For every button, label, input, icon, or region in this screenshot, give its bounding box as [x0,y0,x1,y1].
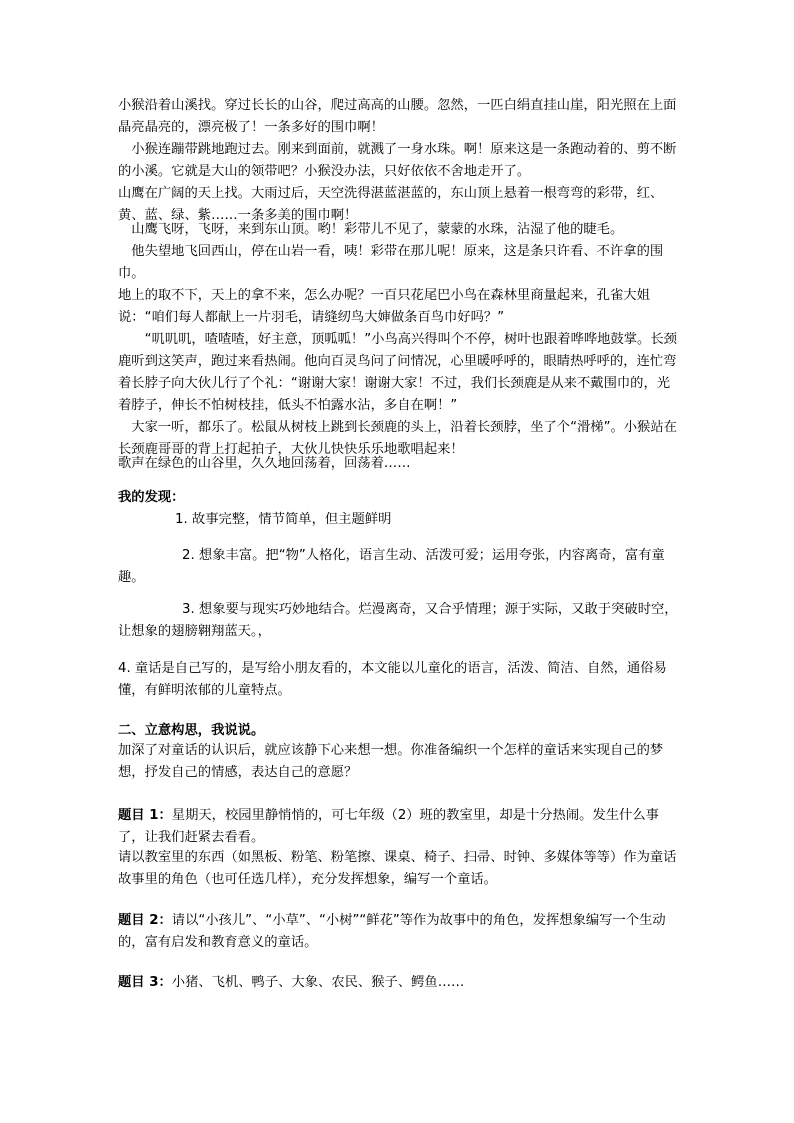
section-2-intro: 加深了对童话的认识后，就应该静下心来想一想。你准备编织一个怎样的童话来实现自己的梦想，抒发自己的情感，表达自己的意愿？ [118,743,664,780]
topic-2-label: 题目 2： [118,913,172,928]
discovery-heading: 我的发现： [118,490,185,505]
topic-1 [118,805,678,849]
topic-1-text: 星期天，校园里静悄悄的，可七年级（2）班的教室里，却是十分热闹。发生什么事了，让我们赶紧去看看。 [118,808,659,845]
discovery-item-4: 4. 童话是自己写的，是写给小朋友看的，本文能以儿童化的语言，活泼、简洁、自然，通俗易懂，有鲜明浓郁的儿童特点。 [118,661,667,698]
story-paragraph-8: 大家一听，都乐了。松鼠从树枝上跳到长颈鹿的头上，沿着长颈脖，坐了个“滑梯”。小猴站在长颈鹿哥哥的背上打起拍子，大伙儿快快乐乐地歌唱起来！ [118,420,677,457]
story-paragraph-5: 他失望地飞回西山，停在山岩一看，咦！彩带在那儿呢！原来，这是条只许看、不许拿的围巾。 [118,244,664,281]
topic-3-label: 题目 3： [118,975,172,990]
topic-1-extra: 请以教室里的东西（如黑板、粉笔、粉笔擦、课桌、椅子、扫帚、时钟、多媒体等等）作为童话故事里的角色（也可任选几样），充分发挥想象，编写一个童话。 [118,850,677,887]
story-paragraph-1: 小猴沿着山溪找。穿过长长的山谷，爬过高高的山腰。忽然，一匹白绢直挂山崖，阳光照在上面晶亮晶亮的，漂亮极了！一条多好的围巾啊！ [118,98,677,135]
discovery-item-3: 3. 想象要与现实巧妙地结合。烂漫离奇，又合乎情理；源于实际，又敢于突破时空，让想象的翅膀翱翔蓝天。， [118,602,678,639]
story-paragraph-3: 山鹰在广阔的天上找。大雨过后，天空洗得湛蓝湛蓝的，东山顶上悬着一根弯弯的彩带，红、黄、蓝、绿、紫……一条多美的围巾啊！ [118,186,664,223]
topic-2-text: 请以“小孩儿”、“小草”、“小树”“鲜花”等作为故事中的角色，发挥想象编写一个生动的，富有启发和教育意义的童话。 [118,913,666,950]
story-paragraph-2: 小猴连蹦带跳地跑过去。刚来到面前，就溅了一身水珠。啊！原来这是一条跑动着的、剪不断的小溪。它就是大山的领带吧？小猴没办法，只好依依不舍地走开了。 [118,142,677,179]
story-paragraph-6: 地上的取不下，天上的拿不来，怎么办呢？一百只花尾巴小鸟在森林里商量起来，孔雀大姐说：“咱们每人都献上一片羽毛，请缝纫鸟大婶做条百鸟巾好吗？” [118,288,650,325]
discovery-item-2: 2. 想象丰富。把“物”人格化，语言生动、活泼可爱；运用夸张，内容离奇，富有童趣。 [118,548,665,585]
story-paragraph-4: 山鹰飞呀，飞呀，来到东山顶。哟！彩带儿不见了，蒙蒙的水珠，沾湿了他的睫毛。 [118,222,624,237]
story-paragraph-9: 歌声在绿色的山谷里，久久地回荡着，回荡着…… [118,456,411,471]
story-paragraph-7: “叽叽叽，喳喳喳，好主意，顶呱呱！”小鸟高兴得叫个不停，树叶也跟着哗哗地鼓掌。长颈鹿听到这笑声，跑过来看热闹。他向百灵鸟问了问情况，心里暖呼呼的，眼睛热呼呼的，连忙弯着长脖子向大伙儿行了个礼：“谢谢大家！谢谢大家！不过，我们长颈鹿是从来不戴围巾的，光着脖子，伸长不怕树枝挂，低头不怕露水沾，多自在啊！” [118,332,677,413]
topic-1-label: 题目 1： [118,808,172,823]
topic-3 [118,972,678,994]
topic-3-text: 小猪、飞机、鸭子、大象、农民、猴子、鳄鱼…… [171,975,465,990]
section-2-heading: 二、立意构思，我说说。 [118,723,265,738]
discovery-item-1: 1. 故事完整，情节简单，但主题鲜明 [175,512,392,527]
topic-2 [118,910,678,954]
